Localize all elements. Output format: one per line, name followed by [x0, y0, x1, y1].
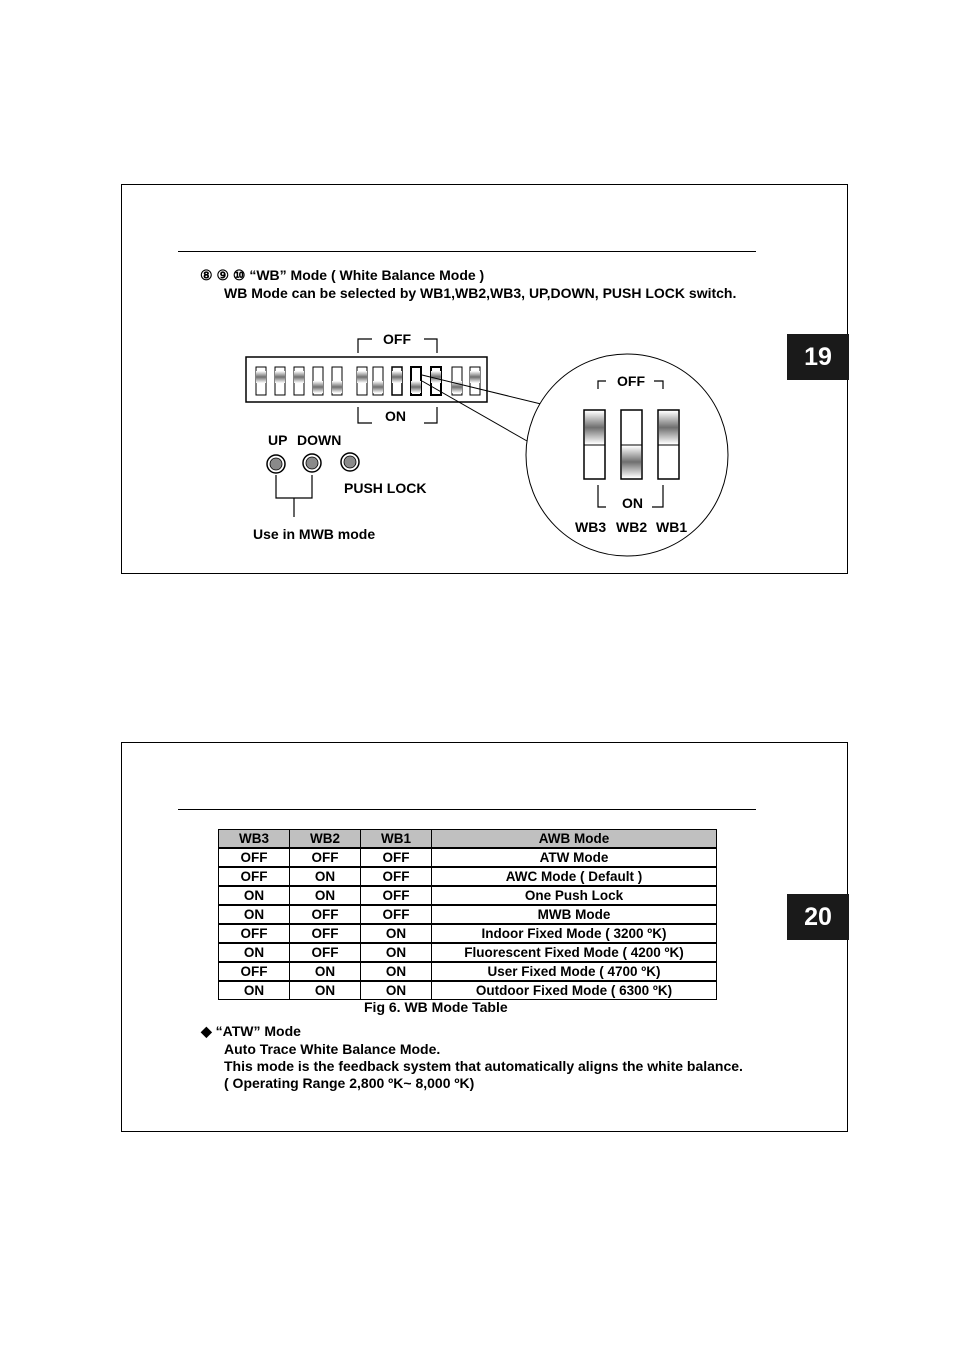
zoom-off-label: OFF	[617, 373, 645, 389]
zoom-on-label: ON	[622, 495, 643, 511]
table-caption: Fig 6. WB Mode Table	[364, 999, 508, 1015]
up-button[interactable]	[267, 455, 285, 473]
table-cell: OFF	[361, 848, 432, 867]
page-number-19: 19	[787, 334, 849, 380]
table-cell: ON	[361, 924, 432, 943]
table-cell: ON	[361, 981, 432, 1000]
page-number-20: 20	[787, 894, 849, 940]
table-header-row	[219, 830, 717, 849]
table-cell: AWC Mode ( Default )	[432, 867, 717, 886]
table-cell: ON	[361, 943, 432, 962]
table-row	[219, 867, 717, 886]
diamond-bullet-icon: ◆	[201, 1023, 212, 1039]
mwb-note: Use in MWB mode	[253, 526, 376, 542]
table-cell: ATW Mode	[432, 848, 717, 867]
table-cell: One Push Lock	[432, 886, 717, 905]
push-lock-button[interactable]	[341, 453, 359, 471]
zoom-label-wb2: WB2	[616, 519, 648, 535]
table-cell: OFF	[219, 848, 290, 867]
dip-off-label: OFF	[383, 331, 411, 347]
table-header: WB3	[219, 830, 290, 849]
table-cell: ON	[219, 905, 290, 924]
table-row	[219, 962, 717, 981]
down-button[interactable]	[303, 454, 321, 472]
table-cell: OFF	[290, 943, 361, 962]
zoom-label-wb1: WB1	[656, 519, 688, 535]
atw-line: ( Operating Range 2,800 ºK~ 8,000 ºK)	[224, 1075, 475, 1091]
table-cell: OFF	[361, 905, 432, 924]
slide-20	[121, 742, 848, 1132]
table-cell: OFF	[290, 848, 361, 867]
table-cell: ON	[219, 886, 290, 905]
wb-mode-description: WB Mode can be selected by WB1,WB2,WB3, UP,DOWN, PUSH LOCK switch.	[224, 285, 737, 301]
table-row	[219, 905, 717, 924]
header-rule	[178, 809, 756, 810]
table-header: AWB Mode	[432, 830, 717, 849]
wb-mode-table	[218, 829, 717, 1000]
mwb-bracket	[276, 475, 312, 517]
table-cell: ON	[219, 981, 290, 1000]
table-header: WB2	[290, 830, 361, 849]
table-cell: OFF	[219, 962, 290, 981]
up-label: UP	[268, 432, 288, 448]
table-cell: Indoor Fixed Mode ( 3200 ºK)	[432, 924, 717, 943]
table-cell: OFF	[219, 867, 290, 886]
table-cell: OFF	[361, 886, 432, 905]
table-cell: ON	[361, 962, 432, 981]
table-cell: ON	[290, 867, 361, 886]
table-row	[219, 943, 717, 962]
table-cell: OFF	[219, 924, 290, 943]
table-row	[219, 886, 717, 905]
table-cell: ON	[290, 886, 361, 905]
atw-line: Auto Trace White Balance Mode.	[224, 1041, 441, 1057]
down-label: DOWN	[297, 432, 342, 448]
push-lock-label: PUSH LOCK	[344, 480, 427, 496]
zoom-switch-wb3	[584, 410, 605, 479]
zoom-switch-wb2	[621, 410, 642, 479]
atw-heading: “ATW” Mode	[215, 1023, 301, 1039]
wb-mode-heading: ⑧ ⑨ ⑩ “WB” Mode ( White Balance Mode )	[200, 267, 485, 283]
table-cell: OFF	[290, 924, 361, 943]
zoom-switch-wb1	[658, 410, 679, 479]
table-cell: OFF	[290, 905, 361, 924]
table-row	[219, 924, 717, 943]
table-row	[219, 981, 717, 1000]
table-cell: OFF	[361, 867, 432, 886]
zoom-label-wb3: WB3	[575, 519, 607, 535]
table-cell: ON	[290, 962, 361, 981]
dip-on-label: ON	[385, 408, 406, 424]
table-cell: User Fixed Mode ( 4700 ºK)	[432, 962, 717, 981]
atw-heading-row	[201, 1023, 301, 1040]
slide-19	[121, 184, 848, 574]
table-cell: MWB Mode	[432, 905, 717, 924]
table-header: WB1	[361, 830, 432, 849]
dip-switch-diagram	[122, 185, 847, 573]
atw-line: This mode is the feedback system that automatically aligns the white balance.	[224, 1058, 743, 1074]
table-cell: ON	[219, 943, 290, 962]
table-cell: Fluorescent Fixed Mode ( 4200 ºK)	[432, 943, 717, 962]
table-cell: Outdoor Fixed Mode ( 6300 ºK)	[432, 981, 717, 1000]
table-row	[219, 848, 717, 867]
table-cell: ON	[290, 981, 361, 1000]
